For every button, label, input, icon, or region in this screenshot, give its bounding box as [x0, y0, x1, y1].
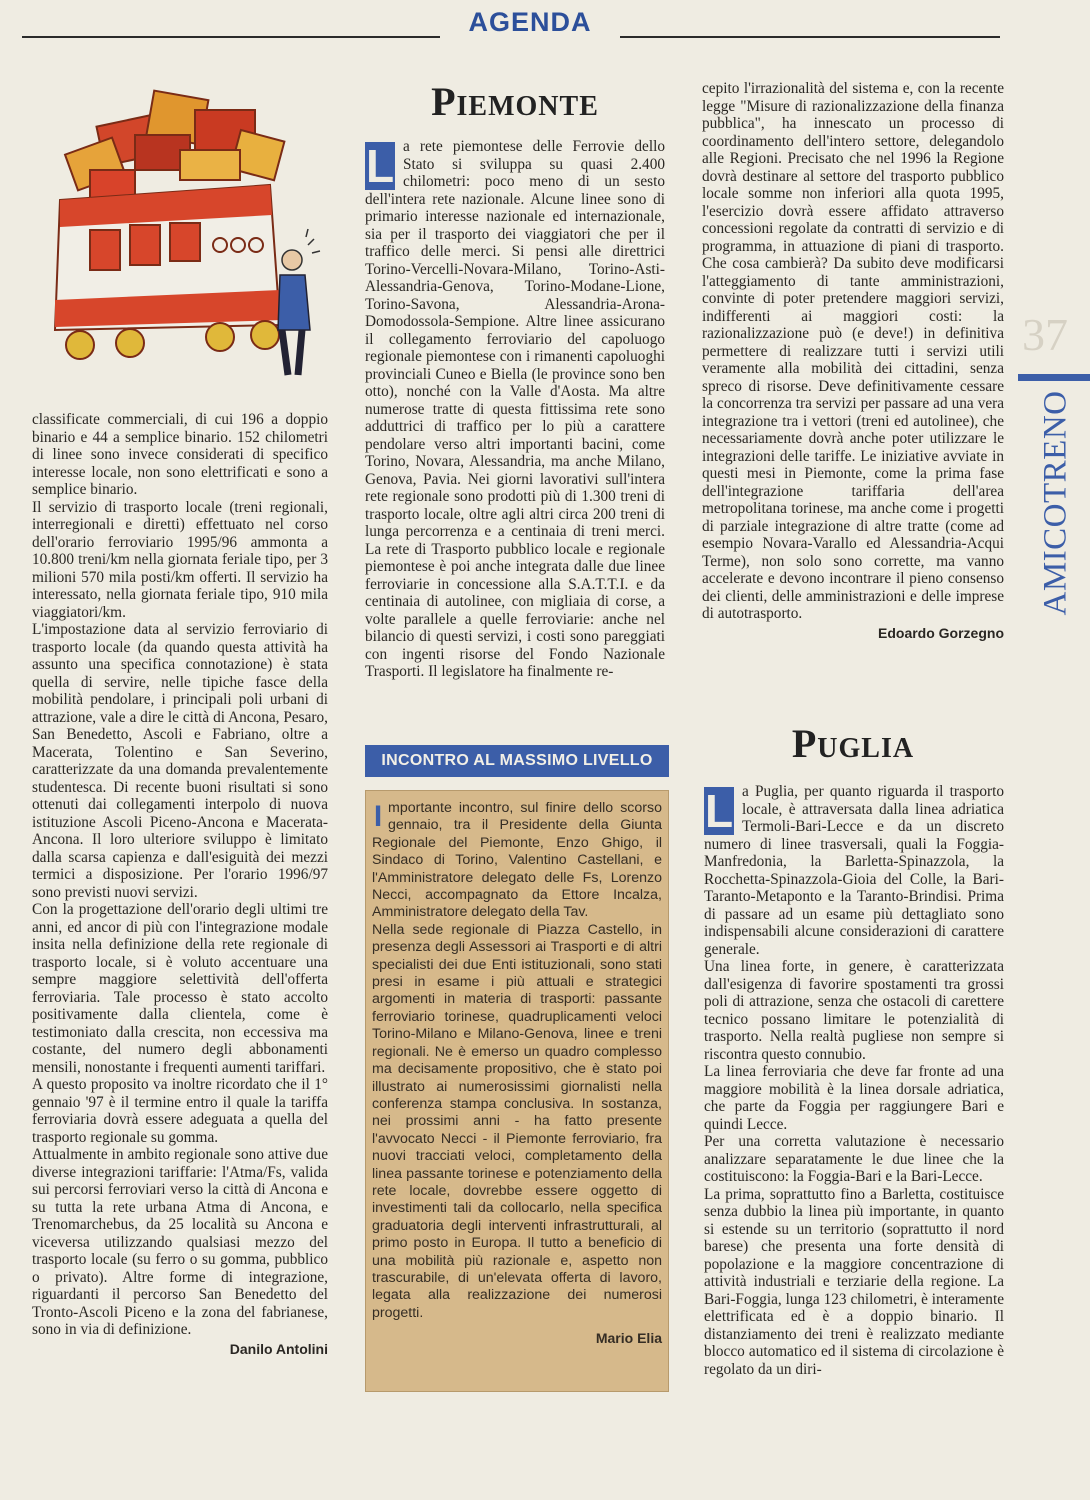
piemonte-article — [365, 138, 665, 681]
dropcap: I — [373, 800, 383, 833]
paragraph: L'impostazione data al servizio ferroviario di trasporto locale (da quando questa attività ha assunto una specifica connotazione) è stata quella di servire, nelle tipiche fasce della mobilità pendolare, i principali poli urbani di attrazione, vale a dire le città di Ancona, Pesaro, San Benedetto, Ascoli e Fabriano, oltre a Macerata, Tolentino e San Severino, caratterizzate da una domanda prevalentemente studentesca. Di recente buoni risultati si sono ottenuti dai collegamenti interpolo di nuova istituzione Ascoli Piceno-Ancona e Macerata-Ancona. Il loro ulteriore sviluppo è limitato dalla scarsa capienza e dall'esiguità dei mezzi termici a disposizione. Per l'orario 1996/97 sono previsti nuovi servizi. — [32, 621, 328, 901]
puglia-article — [704, 783, 1004, 1378]
article-text: a rete piemontese delle Ferrovie dello Stato si sviluppa su quasi 2.400 chilometri: poco meno di un sesto dell'intera rete nazionale. Alcune linee sono di primario interesse nazionale ed internazionale, sia per il trasporto dei viaggiatori che per il traffico delle merci. Si pensi alle direttrici Torino-Vercelli-Novara-Milano, Torino-Asti-Alessandria-Genova, Torino-Modane-Lione, Torino-Savona, Alessandria-Arona-Domodossola-Sempione. Altre linee assicurano il collegamento ferroviario del capoluogo regionale piemontese con i rimanenti capoluoghi provinciali Cuneo e Biella (le province sono ben otto), nonché con la Valle d'Aosta. Ma altre numerose tratte di questa fittissima rete sono adduttrici di traffico per lo più a carattere pendolare verso altri importanti bacini, come Torino, Novara, Alessandria, ma anche Milano, Genova, Pavia. Nei giorni lavorativi sull'intera rete regionale sono prodotti più di 1.300 treni di trasporto locale, oltre agli altri circa 200 treni di lunga percorrenza e a centinaia di treni merci. La rete di Trasporto pubblico locale e regionale piemontese è poi anche integrata dalle due linee ferroviarie in concessione alla S.A.T.T.I. e da centinaia di autolinee, con migliaia di corse, a volte parallele a quelle ferroviarie: anche nel bilancio di questi servizi, i costi sono pareggiati con ingenti risorse del Fondo Nazionale Trasporti. Il legislatore ha finalmente re- — [365, 138, 665, 680]
paragraph: Il servizio di trasporto locale (treni regionali, interregionali e diretti) effettuato nel corso dell'orario ferroviario 1995/96 ammonta a 10.800 treni/km nella giornata feriale tipo, per 3 milioni 570 mila posti/km offerti. Il servizio ha interessato, nella giornata feriale tipo, 910 mila viaggiatori/km. — [32, 498, 328, 621]
paragraph: Per una corretta valutazione è necessario analizzare separatamente le due linee che la costituiscono: la Foggia-Bari e la Bari-Lecce. — [704, 1133, 1004, 1185]
box-text — [372, 800, 662, 1348]
paragraph: A questo proposito va inoltre ricordato che il 1° gennaio '97 è il termine entro il quale la tariffa ferroviaria dovrà essere adeguata a quella del trasporto regionale su gomma. — [32, 1076, 328, 1146]
side-accent-bar — [1018, 374, 1090, 381]
paragraph: a Puglia, per quanto riguarda il trasporto locale, è attraversata dalla linea adriatica Termoli-Bari-Lecce e da un discreto numero di linee trasversali, quali la Foggia-Manfredonia, la Barletta-Spinazzola, la Rocchetta-Spinazzola-Gioia del Colle, la Bari-Taranto-Metaponto e la Taranto-Brindisi. Prima di passare ad un esame più dettagliato sono indispensabili alcune considerazioni di carattere generale. — [704, 783, 1004, 958]
train-icon — [55, 185, 282, 359]
luggage-icon — [65, 91, 284, 198]
paragraph: mportante incontro, sul finire dello scorso gennaio, tra il Presidente della Giunta Regionale del Piemonte, Enzo Ghigo, il Sindaco di Torino, Valentino Castellani, e l'Amministratore delegato delle Fs, Lorenzo Necci, accompagnato da Ettore Incalza, Amministratore delegato della Tav. — [372, 800, 662, 921]
paragraph: Con la progettazione dell'orario degli ultimi tre anni, ed ancor di più con l'integrazione modale insita nella definizione della rete regionale di trasporto locale, si è voluto accentuare una sempre maggiore selettività dell'offerta ferroviaria. Tale processo è stato accolto positivamente dalla clientela, come è testimoniato dalla crescita, non eccessiva ma costante, del numero degli abbonamenti mensili, nonostante i frequenti aumenti tariffari. — [32, 901, 328, 1076]
paragraph: Nella sede regionale di Piazza Castello, in presenza degli Assessori ai Trasporti e di altri specialisti dei due Enti istituzionali, sono stati presi in esame i più attuali e strategici argomenti in materia di trasporti: passante ferroviario torinese, quadruplicamenti veloci Torino-Milano e Milano-Genova, linee e treni regionali. Ne è emerso un quadro complesso ma decisamente propositivo, che è stato poi illustrato ai numerosissimi giornalisti nella conferenza stampa conclusiva. In sostanza, nei prossimi anni - ha fatto presente l'avvocato Necci - il Piemonte ferroviario, fra nuovi tracciati veloci, completamento della linea passante torinese e potenziamento della rete locale, dovrebbe essere oggetto di investimenti tali da collocarlo, nella specifica graduatoria degli interventi infrastrutturali, al primo posto in Europa. Il tutto a beneficio di una mobilità più razionale e, aspetto non trascurabile, di un'elevata offerta di lavoro, legata alla realizzazione dei numerosi progetti. — [372, 921, 662, 1321]
left-column — [32, 411, 328, 1358]
author-byline: Edoardo Gorzegno — [878, 624, 1004, 641]
piemonte-heading: Piemonte — [431, 79, 599, 124]
page-number: 37 — [1022, 309, 1068, 360]
paragraph: classificate commerciali, di cui 196 a doppio binario e 44 a semplice binario. 152 chilometri di linee sono invece considerati di specifico interesse locale, non sono elettrificati e sono a semplice binario. — [32, 411, 328, 498]
author-byline: Danilo Antolini — [229, 1340, 328, 1357]
box-title: INCONTRO AL MASSIMO LIVELLO — [365, 745, 669, 777]
dropcap: L — [365, 140, 395, 192]
paragraph: La prima, soprattutto fino a Barletta, costituisce senza dubbio la linea più importante, in quanto si estende su un territorio (soprattutto il nord barese) che presenta una forte densità di popolazione e la maggiore concentrazione di attività industriali e terziarie della regione. La Bari-Foggia, lunga 123 chilometri, è interamente elettrificata ed è a doppio binario. Il distanziamento dei treni è realizzato mediante blocco automatico ed il sistema di circolazione è regolato da un diri- — [704, 1185, 1004, 1378]
dropcap: L — [704, 785, 734, 837]
magazine-name: AMICOTRENO — [1037, 390, 1074, 616]
puglia-heading: Puglia — [791, 721, 915, 766]
section-label: AGENDA — [440, 4, 620, 40]
paragraph: La linea ferroviaria che deve far fronte ad una maggiore mobilità è la linea dorsale adriatica, che parte da Foggia per raggiungere Bari e quindi Lecce. — [704, 1063, 1004, 1133]
right-column — [702, 80, 1004, 642]
man-on-phone-icon — [278, 229, 320, 375]
article-text: cepito l'irrazionalità del sistema e, con la recente legge "Misure di razionalizzazione della finanza pubblica", ha innescato un processo di coordinamento dell'intero settore, delegandolo alle Regioni. Precisato che nel 1996 la Regione dovrà destinare al settore del trasporto pubblico locale somme non inferiori alla quota 1995, l'esercizio dovrà essere affidato attraverso concessioni regolate da contratti di servizio e di programma, in attuazione di piani di trasporto. Che cosa cambierà? Da subito deve modificarsi l'atteggiamento di tante amministrazioni, convinte di poter pretendere maggiori servizi, indifferenti ai maggiori costi: la razionalizzazione può (e deve!) in definitiva permettere di realizzare tutti i servizi utili veramente alla mobilità dei cittadini, senza spreco di risorse. Deve definitivamente cessare la concorrenza tra servizi per passare ad una vera integrazione tra i vettori (treni ed autolinee), che necessariamente dovrà anche poter utilizzare le integrazioni delle tariffe. Le iniziative avviate in questi mesi in Piemonte, come la prima fase dell'integrazione tariffaria dell'area metropolitana torinese, ma anche come i progetti di parziale integrazione di altre tratte (come ad esempio Novara-Varallo ed Alessandria-Acqui Terme), non solo sono corrette, ma vanno accelerate e devono incontrare il pieno consenso dei clienti, delle amministrazioni e delle imprese di autotrasporto. — [702, 80, 1004, 622]
paragraph: Una linea forte, in genere, è caratterizzata dall'esigenza di favorire spostamenti tra grossi poli di attrazione, senza che ostacoli di carettere tecnico possano limitare le potenzialità di trasporto. Nella realtà pugliese non sempre si riscontra questo connubio. — [704, 958, 1004, 1063]
paragraph: Attualmente in ambito regionale sono attive due diverse integrazioni tariffarie: l'Atma/Fs, valida sui percorsi ferroviari verso la città di Ancona e su tutta la rete urbana Atma di Ancona, e Trenomarchebus, da 25 località su Ancona e viceversa utilizzando qualsiasi mezzo del trasporto locale (su ferro o su gomma, pubblico o privato). Altre forme di integrazione, riguardanti il percorso San Benedetto del Tronto-Ascoli Piceno e la zona del fabrianese, sono in via di definizione. — [32, 1146, 328, 1338]
author-byline: Mario Elia — [595, 1330, 662, 1347]
train-luggage-illustration — [30, 75, 340, 395]
